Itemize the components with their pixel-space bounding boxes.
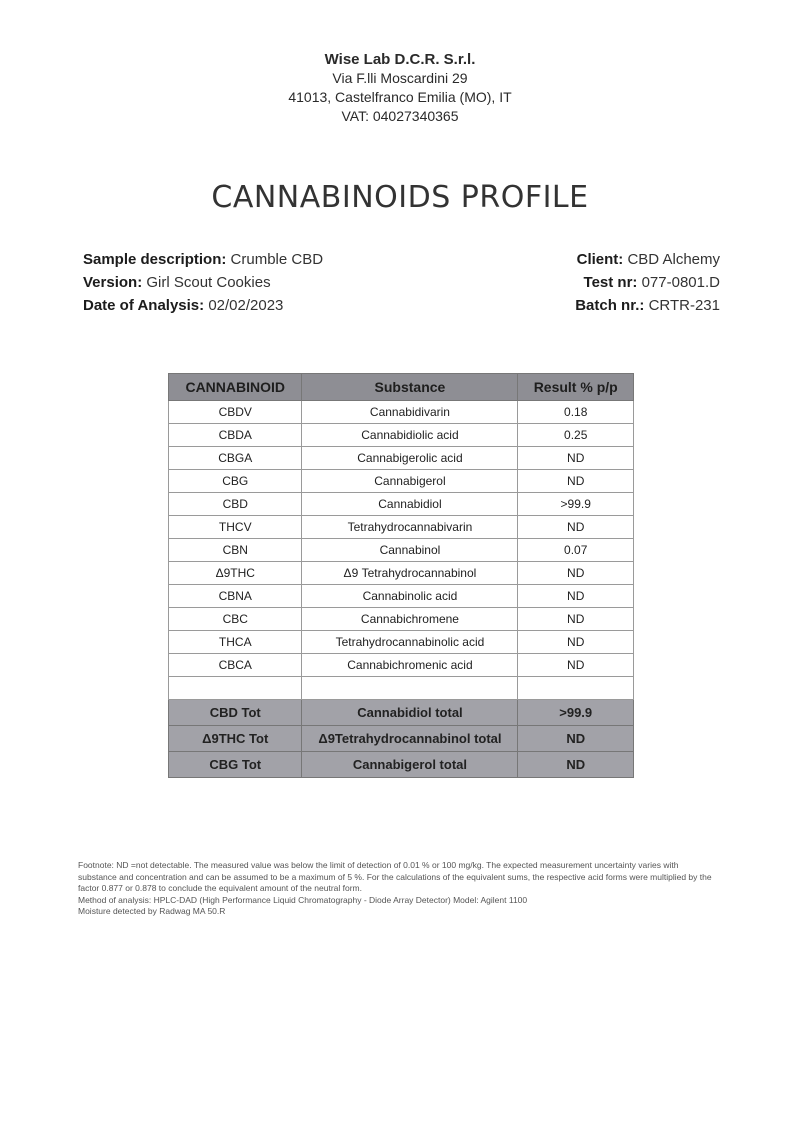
- table-row: [169, 585, 634, 608]
- info-label: Date of Analysis:: [83, 297, 205, 314]
- analysis-date-value: 02/02/2023: [208, 297, 284, 314]
- table-header-row: [169, 374, 634, 401]
- moisture-note: Moisture detected by Radwag MA 50.R: [78, 906, 226, 916]
- result-cell: ND: [518, 631, 634, 654]
- table-row: [169, 631, 634, 654]
- client-info: [575, 248, 720, 317]
- lab-vat: VAT: 04027340365: [341, 108, 459, 124]
- cannabinoid-cell: CBCA: [169, 654, 302, 677]
- substance-cell: Cannabigerolic acid: [302, 447, 518, 470]
- result-cell: ND: [518, 562, 634, 585]
- total-row-cbd: [169, 700, 634, 726]
- result-cell: ND: [518, 608, 634, 631]
- table-row: [169, 516, 634, 539]
- cannabinoid-table: [168, 373, 634, 778]
- total-substance-cell: Cannabigerol total: [302, 752, 518, 778]
- total-result-cell: ND: [518, 752, 634, 778]
- result-cell: ND: [518, 585, 634, 608]
- batch-number-value: CRTR-231: [648, 297, 720, 314]
- version-row: [83, 271, 323, 294]
- lab-header: [0, 50, 800, 126]
- result-cell: ND: [518, 447, 634, 470]
- info-label: Batch nr.:: [575, 297, 645, 314]
- empty-cell: [518, 677, 634, 700]
- header-result: Result % p/p: [518, 374, 634, 401]
- substance-cell: Cannabidivarin: [302, 401, 518, 424]
- lab-address-line2: 41013, Castelfranco Emilia (MO), IT: [288, 89, 512, 105]
- table-row: [169, 447, 634, 470]
- substance-cell: Cannabidiol: [302, 493, 518, 516]
- table-row: [169, 562, 634, 585]
- total-result-cell: >99.9: [518, 700, 634, 726]
- substance-cell: Tetrahydrocannabivarin: [302, 516, 518, 539]
- table-row: [169, 654, 634, 677]
- substance-cell: Δ9 Tetrahydrocannabinol: [302, 562, 518, 585]
- result-cell: ND: [518, 516, 634, 539]
- substance-cell: Cannabinolic acid: [302, 585, 518, 608]
- substance-cell: Cannabidiolic acid: [302, 424, 518, 447]
- info-label: Version:: [83, 274, 143, 291]
- total-row-cbg: [169, 752, 634, 778]
- cannabinoid-cell: CBGA: [169, 447, 302, 470]
- analysis-date-row: [83, 294, 323, 317]
- test-number-value: 077-0801.D: [641, 274, 720, 291]
- result-cell: ND: [518, 470, 634, 493]
- cannabinoid-cell: CBDV: [169, 401, 302, 424]
- batch-number-row: [575, 294, 720, 317]
- substance-cell: Cannabinol: [302, 539, 518, 562]
- substance-cell: Cannabichromenic acid: [302, 654, 518, 677]
- total-cannabinoid-cell: Δ9THC Tot: [169, 726, 302, 752]
- cannabinoid-cell: Δ9THC: [169, 562, 302, 585]
- table-row: [169, 424, 634, 447]
- cannabinoid-cell: THCV: [169, 516, 302, 539]
- footnote-text: Footnote: ND =not detectable. The measured value was below the limit of detection of 0.01 % or 100 mg/kg. The expected measurement uncertainty varies with substance and concentration and can be assumed to be a maximum of 5 %. For the calculations of the equivalent sums, the respective acid forms were multiplied by the factor 0.877 or 0.878 to conclude the equivalent amount of the neutral form.: [78, 860, 712, 893]
- total-substance-cell: Cannabidiol total: [302, 700, 518, 726]
- empty-cell: [169, 677, 302, 700]
- client-value: CBD Alchemy: [627, 251, 720, 268]
- table-row: [169, 493, 634, 516]
- header-cannabinoid: CANNABINOID: [169, 374, 302, 401]
- method-of-analysis: Method of analysis: HPLC-DAD (High Performance Liquid Chromatography - Diode Array Detector) Model: Agilent 1100: [78, 894, 528, 905]
- cannabinoid-cell: CBDA: [169, 424, 302, 447]
- header-substance: Substance: [302, 374, 518, 401]
- result-cell: 0.25: [518, 424, 634, 447]
- cannabinoid-cell: THCA: [169, 631, 302, 654]
- cannabinoid-cell: CBNA: [169, 585, 302, 608]
- cannabinoid-cell: CBG: [169, 470, 302, 493]
- table-blank-row: [169, 677, 634, 700]
- lab-name: Wise Lab D.C.R. S.r.l.: [324, 51, 476, 68]
- cannabinoid-cell: CBD: [169, 493, 302, 516]
- table-row: [169, 470, 634, 493]
- result-cell: ND: [518, 654, 634, 677]
- cannabinoid-cell: CBC: [169, 608, 302, 631]
- substance-cell: Cannabigerol: [302, 470, 518, 493]
- footnote: [78, 860, 718, 918]
- total-result-cell: ND: [518, 726, 634, 752]
- info-label: Client:: [576, 251, 624, 268]
- total-row-thc: [169, 726, 634, 752]
- substance-cell: Tetrahydrocannabinolic acid: [302, 631, 518, 654]
- empty-cell: [302, 677, 518, 700]
- table-row: [169, 608, 634, 631]
- substance-cell: Cannabichromene: [302, 608, 518, 631]
- info-label: Test nr:: [583, 274, 638, 291]
- sample-info: [83, 248, 323, 317]
- result-cell: 0.18: [518, 401, 634, 424]
- sample-description-row: [83, 248, 323, 271]
- sample-description-value: Crumble CBD: [230, 251, 324, 268]
- version-value: Girl Scout Cookies: [146, 274, 271, 291]
- cannabinoid-cell: CBN: [169, 539, 302, 562]
- test-number-row: [575, 271, 720, 294]
- table-row: [169, 539, 634, 562]
- result-cell: >99.9: [518, 493, 634, 516]
- info-label: Sample description:: [83, 251, 227, 268]
- result-cell: 0.07: [518, 539, 634, 562]
- total-substance-cell: Δ9Tetrahydrocannabinol total: [302, 726, 518, 752]
- table-row: [169, 401, 634, 424]
- total-cannabinoid-cell: CBD Tot: [169, 700, 302, 726]
- document-title: CANNABINOIDS PROFILE: [211, 180, 589, 215]
- lab-address-line1: Via F.lli Moscardini 29: [332, 70, 468, 86]
- total-cannabinoid-cell: CBG Tot: [169, 752, 302, 778]
- client-row: [575, 248, 720, 271]
